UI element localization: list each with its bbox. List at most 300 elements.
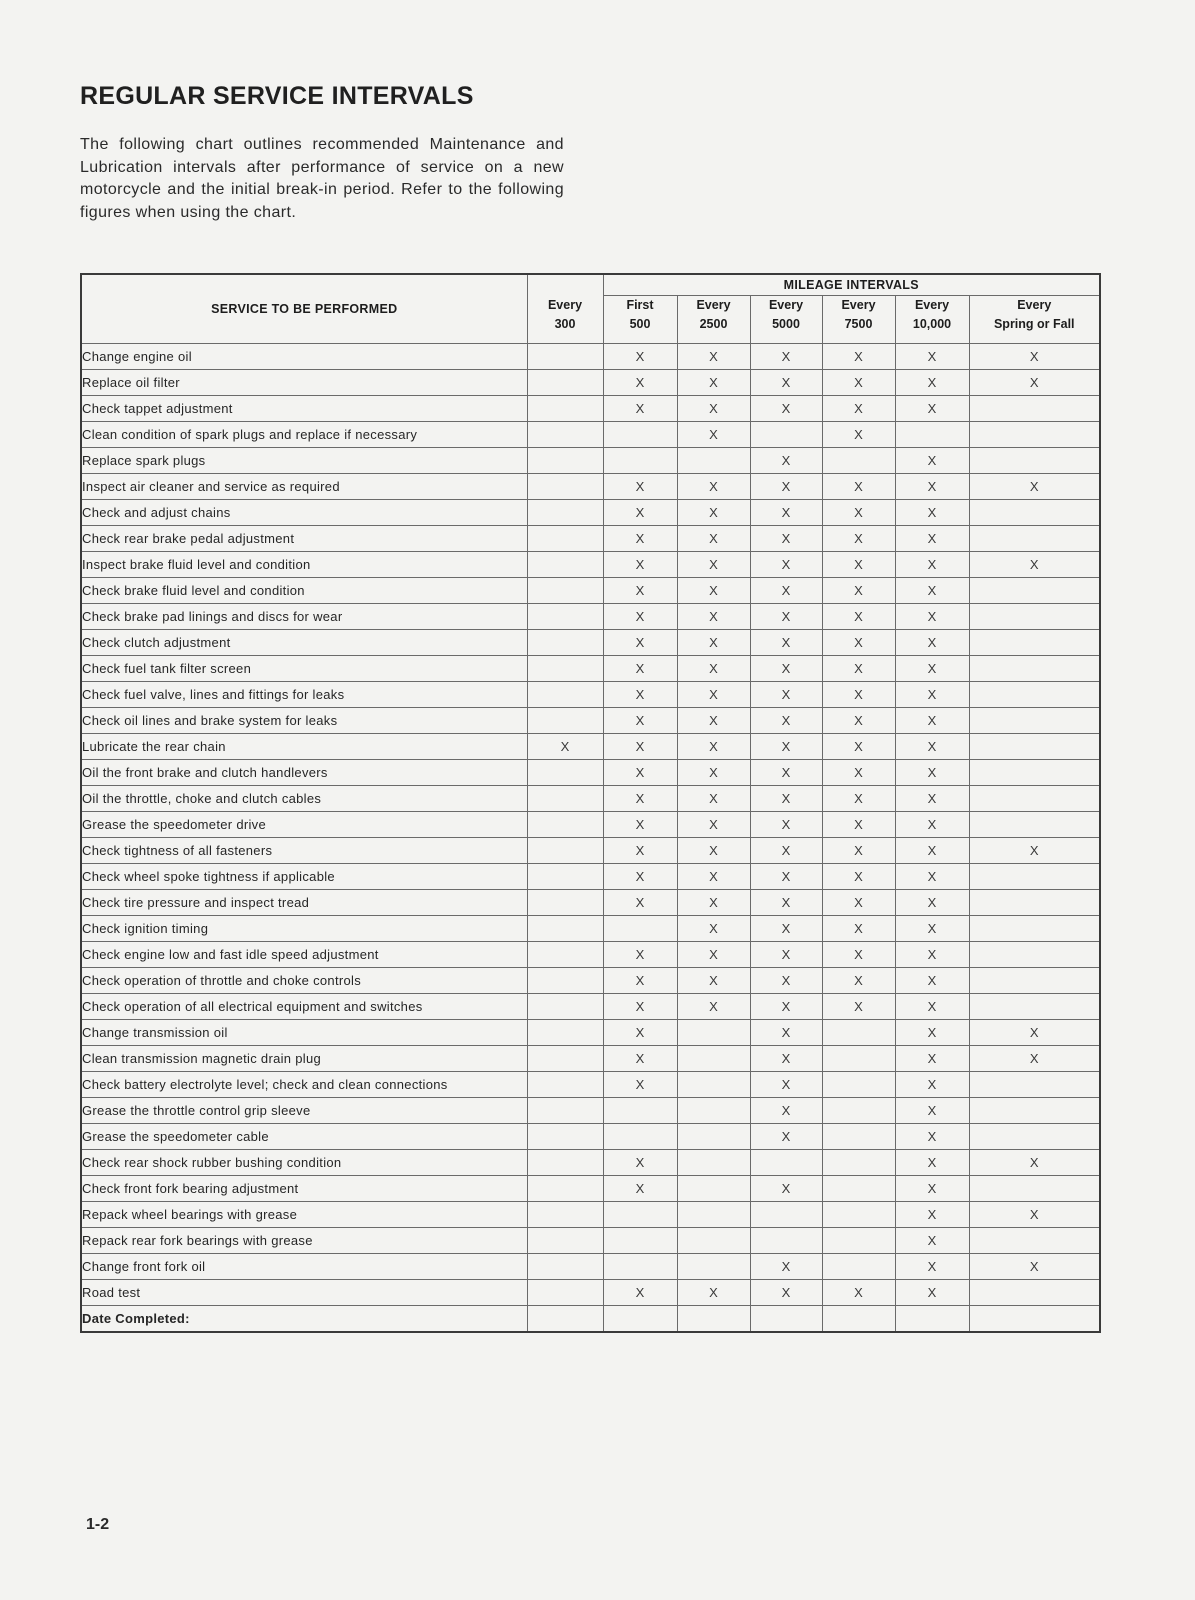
interval-header	[822, 296, 895, 344]
interval-mark	[969, 448, 1100, 474]
interval-mark	[677, 1254, 750, 1280]
table-row	[81, 838, 1100, 864]
interval-mark	[527, 344, 603, 370]
interval-header-line2: 300	[554, 316, 576, 331]
interval-mark: X	[677, 578, 750, 604]
service-name: Inspect brake fluid level and condition	[81, 552, 527, 578]
interval-mark: X	[895, 448, 969, 474]
interval-mark	[969, 1098, 1100, 1124]
interval-mark: X	[603, 396, 677, 422]
page-number: 1-2	[86, 1516, 110, 1533]
interval-mark: X	[677, 812, 750, 838]
interval-mark	[822, 1150, 895, 1176]
interval-mark: X	[750, 630, 822, 656]
table-row	[81, 1020, 1100, 1046]
service-name: Check rear shock rubber bushing condition	[81, 1150, 527, 1176]
interval-mark	[750, 1150, 822, 1176]
interval-mark: X	[750, 344, 822, 370]
interval-mark: X	[895, 630, 969, 656]
interval-mark: X	[677, 994, 750, 1020]
interval-mark: X	[895, 344, 969, 370]
interval-header-line1: Every	[547, 297, 583, 312]
interval-header-line2: 2500	[699, 317, 728, 332]
interval-mark: X	[969, 838, 1100, 864]
date-completed-cell	[677, 1306, 750, 1333]
interval-mark: X	[603, 812, 677, 838]
interval-mark: X	[750, 786, 822, 812]
interval-mark	[603, 1098, 677, 1124]
interval-mark: X	[822, 760, 895, 786]
service-name: Change front fork oil	[81, 1254, 527, 1280]
interval-mark: X	[822, 994, 895, 1020]
interval-mark: X	[895, 1020, 969, 1046]
interval-mark: X	[822, 812, 895, 838]
service-name: Check fuel tank filter screen	[81, 656, 527, 682]
interval-mark: X	[822, 890, 895, 916]
interval-header	[969, 296, 1100, 344]
interval-header-line1: Every	[768, 298, 804, 313]
interval-mark: X	[895, 1098, 969, 1124]
interval-mark	[527, 1098, 603, 1124]
service-name: Repack wheel bearings with grease	[81, 1202, 527, 1228]
interval-mark: X	[895, 890, 969, 916]
interval-mark	[969, 994, 1100, 1020]
interval-mark: X	[603, 708, 677, 734]
table-row	[81, 422, 1100, 448]
service-name: Change transmission oil	[81, 1020, 527, 1046]
table-row	[81, 1254, 1100, 1280]
interval-mark	[677, 1124, 750, 1150]
interval-header-line1: Every	[1017, 298, 1052, 313]
interval-mark: X	[822, 864, 895, 890]
interval-mark: X	[603, 656, 677, 682]
table-row	[81, 396, 1100, 422]
interval-mark: X	[969, 1202, 1100, 1228]
interval-mark: X	[603, 838, 677, 864]
interval-mark	[527, 708, 603, 734]
service-name: Check battery electrolyte level; check and clean connections	[81, 1072, 527, 1098]
interval-mark: X	[750, 994, 822, 1020]
interval-mark: X	[603, 552, 677, 578]
interval-mark: X	[603, 864, 677, 890]
service-name: Check tightness of all fasteners	[81, 838, 527, 864]
interval-mark	[969, 656, 1100, 682]
intro-paragraph: The following chart outlines recommended Maintenance and Lubrication intervals after performance of service on a new motorcycle and the initial break-in period. Refer to the following figures when using the chart.	[80, 136, 564, 221]
interval-mark	[969, 708, 1100, 734]
interval-mark: X	[750, 552, 822, 578]
interval-header-line2: 5000	[772, 317, 800, 332]
interval-mark	[527, 396, 603, 422]
interval-mark: X	[895, 942, 969, 968]
interval-mark: X	[822, 656, 895, 682]
interval-mark: X	[603, 474, 677, 500]
table-row	[81, 1072, 1100, 1098]
interval-mark	[527, 838, 603, 864]
interval-mark: X	[750, 578, 822, 604]
interval-header-line1: Every	[696, 298, 731, 313]
interval-mark: X	[895, 968, 969, 994]
interval-mark	[527, 448, 603, 474]
interval-mark: X	[750, 604, 822, 630]
interval-mark	[527, 968, 603, 994]
interval-mark: X	[603, 968, 677, 994]
interval-mark	[750, 1202, 822, 1228]
table-row	[81, 578, 1100, 604]
interval-mark: X	[822, 370, 895, 396]
interval-mark: X	[603, 942, 677, 968]
interval-mark: X	[822, 604, 895, 630]
table-row	[81, 890, 1100, 916]
interval-mark	[527, 630, 603, 656]
interval-mark: X	[895, 474, 969, 500]
interval-header-line2: 10,000	[912, 317, 952, 332]
service-name: Check oil lines and brake system for leaks	[81, 708, 527, 734]
interval-mark: X	[677, 968, 750, 994]
interval-mark: X	[822, 526, 895, 552]
interval-mark: X	[603, 760, 677, 786]
interval-mark	[527, 1072, 603, 1098]
interval-mark: X	[822, 344, 895, 370]
interval-mark	[969, 916, 1100, 942]
interval-mark: X	[895, 812, 969, 838]
interval-mark: X	[895, 1150, 969, 1176]
interval-mark: X	[677, 734, 750, 760]
interval-mark: X	[603, 630, 677, 656]
interval-mark	[527, 1020, 603, 1046]
service-name: Clean condition of spark plugs and replace if necessary	[81, 422, 527, 448]
date-completed-row	[81, 1306, 1100, 1333]
interval-mark	[527, 656, 603, 682]
interval-mark: X	[677, 474, 750, 500]
interval-mark: X	[895, 552, 969, 578]
interval-mark	[527, 1202, 603, 1228]
interval-mark: X	[822, 968, 895, 994]
interval-mark: X	[750, 968, 822, 994]
interval-mark	[822, 1020, 895, 1046]
interval-mark	[527, 1228, 603, 1254]
interval-mark	[969, 942, 1100, 968]
interval-mark	[822, 448, 895, 474]
interval-mark	[822, 1124, 895, 1150]
table-row	[81, 474, 1100, 500]
interval-mark	[603, 1202, 677, 1228]
interval-mark	[969, 604, 1100, 630]
interval-mark: X	[750, 1254, 822, 1280]
interval-mark: X	[750, 864, 822, 890]
service-name: Check tire pressure and inspect tread	[81, 890, 527, 916]
service-name: Grease the throttle control grip sleeve	[81, 1098, 527, 1124]
interval-mark: X	[822, 708, 895, 734]
interval-mark: X	[603, 578, 677, 604]
service-name: Check operation of all electrical equipment and switches	[81, 994, 527, 1020]
table-row	[81, 760, 1100, 786]
interval-mark	[969, 500, 1100, 526]
interval-mark	[527, 760, 603, 786]
service-name: Check brake fluid level and condition	[81, 578, 527, 604]
interval-mark: X	[895, 1228, 969, 1254]
interval-mark: X	[750, 838, 822, 864]
service-name: Check wheel spoke tightness if applicable	[81, 864, 527, 890]
service-name: Check engine low and fast idle speed adjustment	[81, 942, 527, 968]
interval-mark: X	[603, 370, 677, 396]
interval-mark: X	[750, 942, 822, 968]
interval-mark: X	[822, 630, 895, 656]
interval-mark: X	[677, 396, 750, 422]
interval-mark: X	[677, 552, 750, 578]
interval-mark: X	[969, 1150, 1100, 1176]
table-row	[81, 344, 1100, 370]
interval-mark	[969, 578, 1100, 604]
interval-mark: X	[603, 1176, 677, 1202]
interval-mark	[677, 1150, 750, 1176]
interval-mark	[677, 1046, 750, 1072]
interval-mark: X	[677, 526, 750, 552]
date-completed-cell	[822, 1306, 895, 1333]
interval-mark: X	[895, 994, 969, 1020]
interval-mark	[603, 448, 677, 474]
interval-mark	[822, 1202, 895, 1228]
interval-mark	[895, 422, 969, 448]
interval-mark	[527, 500, 603, 526]
interval-mark: X	[677, 942, 750, 968]
interval-mark	[527, 1124, 603, 1150]
interval-mark: X	[677, 864, 750, 890]
interval-mark: X	[895, 1254, 969, 1280]
interval-mark: X	[603, 682, 677, 708]
table-row	[81, 682, 1100, 708]
interval-header-line1: Every	[914, 298, 950, 313]
interval-mark	[603, 1124, 677, 1150]
table-row	[81, 916, 1100, 942]
interval-mark	[677, 1098, 750, 1124]
service-name: Check tappet adjustment	[81, 396, 527, 422]
interval-mark	[527, 864, 603, 890]
interval-header-line2: Spring or Fall	[993, 317, 1075, 332]
interval-mark: X	[603, 526, 677, 552]
interval-mark	[603, 1254, 677, 1280]
table-row	[81, 1202, 1100, 1228]
interval-header	[750, 296, 822, 344]
interval-mark: X	[677, 786, 750, 812]
service-name: Replace spark plugs	[81, 448, 527, 474]
interval-mark: X	[750, 682, 822, 708]
interval-mark: X	[750, 526, 822, 552]
interval-mark: X	[750, 396, 822, 422]
interval-mark: X	[895, 604, 969, 630]
interval-mark: X	[750, 500, 822, 526]
table-row	[81, 1046, 1100, 1072]
interval-mark: X	[603, 734, 677, 760]
interval-mark: X	[750, 916, 822, 942]
interval-mark	[603, 1228, 677, 1254]
interval-mark: X	[603, 1280, 677, 1306]
service-name: Change engine oil	[81, 344, 527, 370]
service-name: Oil the throttle, choke and clutch cables	[81, 786, 527, 812]
table-row	[81, 1098, 1100, 1124]
interval-mark	[750, 422, 822, 448]
interval-mark	[527, 812, 603, 838]
interval-mark	[677, 1228, 750, 1254]
mileage-intervals-header: MILEAGE INTERVALS	[603, 274, 1100, 296]
service-name: Lubricate the rear chain	[81, 734, 527, 760]
table-row	[81, 942, 1100, 968]
interval-mark: X	[895, 916, 969, 942]
table-row	[81, 968, 1100, 994]
date-completed-label: Date Completed:	[81, 1306, 527, 1333]
interval-mark: X	[677, 656, 750, 682]
interval-mark	[677, 1020, 750, 1046]
interval-mark: X	[895, 838, 969, 864]
service-name: Check ignition timing	[81, 916, 527, 942]
interval-mark: X	[750, 1176, 822, 1202]
interval-mark	[969, 1176, 1100, 1202]
interval-mark: X	[677, 630, 750, 656]
table-row	[81, 552, 1100, 578]
interval-mark: X	[969, 370, 1100, 396]
interval-mark: X	[822, 916, 895, 942]
interval-mark: X	[750, 1046, 822, 1072]
interval-mark: X	[895, 500, 969, 526]
interval-mark	[527, 1176, 603, 1202]
interval-mark: X	[603, 1150, 677, 1176]
interval-header	[895, 296, 969, 344]
interval-mark: X	[677, 422, 750, 448]
table-row	[81, 604, 1100, 630]
service-name: Check front fork bearing adjustment	[81, 1176, 527, 1202]
interval-mark	[677, 448, 750, 474]
interval-mark	[527, 578, 603, 604]
table-row	[81, 500, 1100, 526]
interval-mark: X	[822, 682, 895, 708]
table-row	[81, 734, 1100, 760]
interval-mark: X	[895, 864, 969, 890]
table-row	[81, 994, 1100, 1020]
interval-mark: X	[677, 916, 750, 942]
interval-mark: X	[750, 890, 822, 916]
interval-header	[603, 296, 677, 344]
interval-mark: X	[895, 656, 969, 682]
service-name: Grease the speedometer cable	[81, 1124, 527, 1150]
table-row	[81, 708, 1100, 734]
date-completed-cell	[603, 1306, 677, 1333]
interval-header-line2: 7500	[844, 317, 873, 332]
service-name: Check clutch adjustment	[81, 630, 527, 656]
service-name: Replace oil filter	[81, 370, 527, 396]
interval-mark	[822, 1254, 895, 1280]
interval-mark	[527, 786, 603, 812]
interval-mark: X	[750, 656, 822, 682]
interval-mark: X	[822, 734, 895, 760]
interval-mark	[527, 682, 603, 708]
interval-mark	[527, 370, 603, 396]
interval-mark: X	[969, 1254, 1100, 1280]
interval-header-line1: First	[626, 298, 654, 313]
table-row	[81, 1176, 1100, 1202]
interval-mark	[969, 786, 1100, 812]
interval-mark: X	[895, 760, 969, 786]
interval-mark: X	[969, 1046, 1100, 1072]
interval-mark: X	[750, 1098, 822, 1124]
interval-header-line2: 500	[629, 317, 651, 332]
service-name: Clean transmission magnetic drain plug	[81, 1046, 527, 1072]
interval-mark: X	[895, 786, 969, 812]
interval-mark	[527, 422, 603, 448]
interval-mark	[969, 1280, 1100, 1306]
service-rows	[81, 344, 1100, 1333]
interval-mark	[969, 1072, 1100, 1098]
date-completed-cell	[750, 1306, 822, 1333]
service-column-header: SERVICE TO BE PERFORMED	[81, 274, 527, 344]
interval-mark: X	[822, 422, 895, 448]
interval-mark	[527, 474, 603, 500]
table-row	[81, 630, 1100, 656]
interval-mark: X	[895, 734, 969, 760]
service-name: Oil the front brake and clutch handlevers	[81, 760, 527, 786]
interval-mark: X	[822, 1280, 895, 1306]
interval-mark: X	[677, 708, 750, 734]
interval-mark	[603, 916, 677, 942]
interval-mark: X	[750, 734, 822, 760]
interval-mark: X	[822, 396, 895, 422]
interval-mark	[969, 396, 1100, 422]
table-row	[81, 786, 1100, 812]
interval-mark	[677, 1072, 750, 1098]
table-row	[81, 1150, 1100, 1176]
interval-mark: X	[822, 552, 895, 578]
interval-mark	[969, 890, 1100, 916]
interval-mark	[969, 682, 1100, 708]
interval-mark	[527, 916, 603, 942]
interval-mark: X	[822, 838, 895, 864]
interval-mark: X	[895, 682, 969, 708]
service-name: Inspect air cleaner and service as required	[81, 474, 527, 500]
interval-mark: X	[822, 942, 895, 968]
date-completed-cell	[895, 1306, 969, 1333]
service-name: Road test	[81, 1280, 527, 1306]
interval-header	[527, 296, 603, 344]
service-name: Check operation of throttle and choke controls	[81, 968, 527, 994]
interval-mark	[969, 760, 1100, 786]
interval-mark	[527, 994, 603, 1020]
interval-mark: X	[895, 1046, 969, 1072]
interval-mark: X	[603, 1046, 677, 1072]
interval-mark	[527, 890, 603, 916]
table-row	[81, 1280, 1100, 1306]
interval-mark	[969, 526, 1100, 552]
interval-mark: X	[603, 786, 677, 812]
interval-mark	[969, 1124, 1100, 1150]
interval-mark: X	[750, 760, 822, 786]
interval-mark	[677, 1176, 750, 1202]
interval-mark: X	[750, 370, 822, 396]
interval-mark	[969, 968, 1100, 994]
interval-mark: X	[750, 1020, 822, 1046]
table-row	[81, 656, 1100, 682]
interval-mark: X	[677, 344, 750, 370]
interval-mark: X	[969, 474, 1100, 500]
interval-mark	[969, 864, 1100, 890]
interval-mark	[527, 1280, 603, 1306]
interval-mark	[969, 734, 1100, 760]
interval-mark: X	[895, 1176, 969, 1202]
service-name: Grease the speedometer drive	[81, 812, 527, 838]
service-name: Check and adjust chains	[81, 500, 527, 526]
table-row	[81, 526, 1100, 552]
table-row	[81, 864, 1100, 890]
date-completed-cell	[527, 1306, 603, 1333]
interval-mark	[822, 1046, 895, 1072]
interval-mark: X	[603, 1020, 677, 1046]
